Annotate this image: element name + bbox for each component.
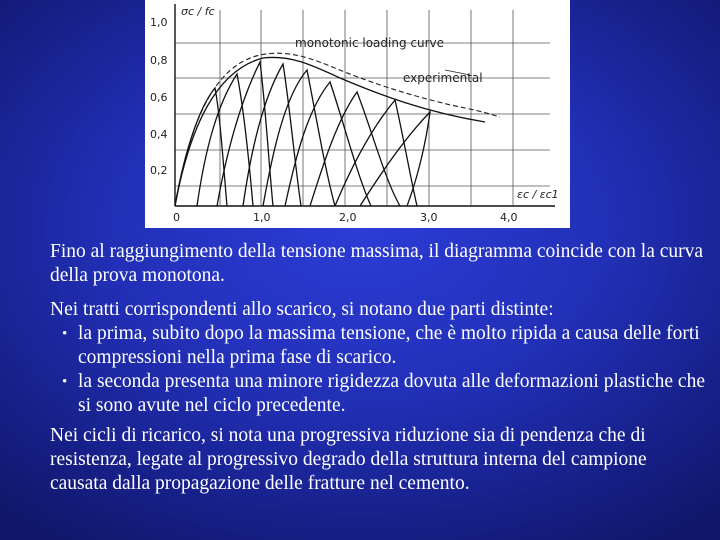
y-tick-label: 0,8	[150, 54, 168, 67]
x-tick-label: 1,0	[253, 211, 271, 224]
y-axis-label: σc / fc	[181, 5, 215, 18]
x-tick-label: 4,0	[500, 211, 518, 224]
paragraph-reloading: Nei cicli di ricarico, si nota una progressiva riduzione sia di pendenza che di resistenza, legate al progressivo degrado della struttura interna del campione causata dalla propagazione delle fratture nel cemento.	[50, 425, 647, 494]
x-tick-label: 2,0	[339, 211, 357, 224]
x-axis-label: εc / εc1	[517, 188, 559, 201]
monotonic-curve-annotation: monotonic loading curve	[295, 36, 445, 50]
bullet-text: la prima, subito dopo la massima tensione, che è molto ripida a causa delle forti compressioni nella prima fase di scarico.	[78, 323, 700, 368]
slide-body-text	[50, 240, 705, 496]
stress-strain-plot	[145, 0, 570, 228]
bullet-icon: •	[62, 326, 68, 342]
y-tick-label: 0,2	[150, 164, 168, 177]
axes	[175, 4, 555, 206]
y-tick-label: 0,4	[150, 128, 168, 141]
list-item	[50, 322, 705, 370]
bullet-icon: •	[62, 374, 68, 390]
paragraph-unloading-intro: Nei tratti corrispondenti allo scarico, si notano due parti distinte:	[50, 299, 554, 320]
hysteresis-loops	[175, 62, 430, 206]
paragraph-monotonic: Fino al raggiungimento della tensione massima, il diagramma coincide con la curva della prova monotona.	[50, 241, 704, 286]
experimental-annotation: experimental	[403, 71, 483, 85]
unloading-bullet-list	[50, 322, 705, 418]
y-tick-label: 1,0	[150, 16, 168, 29]
list-item	[50, 370, 705, 418]
stress-strain-figure	[145, 0, 570, 228]
y-tick-label: 0,6	[150, 91, 168, 104]
bullet-text: la seconda presenta una minore rigidezza dovuta alle deformazioni plastiche che si sono avute nel ciclo precedente.	[78, 371, 705, 416]
x-tick-label: 3,0	[420, 211, 438, 224]
x-origin-label: 0	[173, 211, 180, 224]
